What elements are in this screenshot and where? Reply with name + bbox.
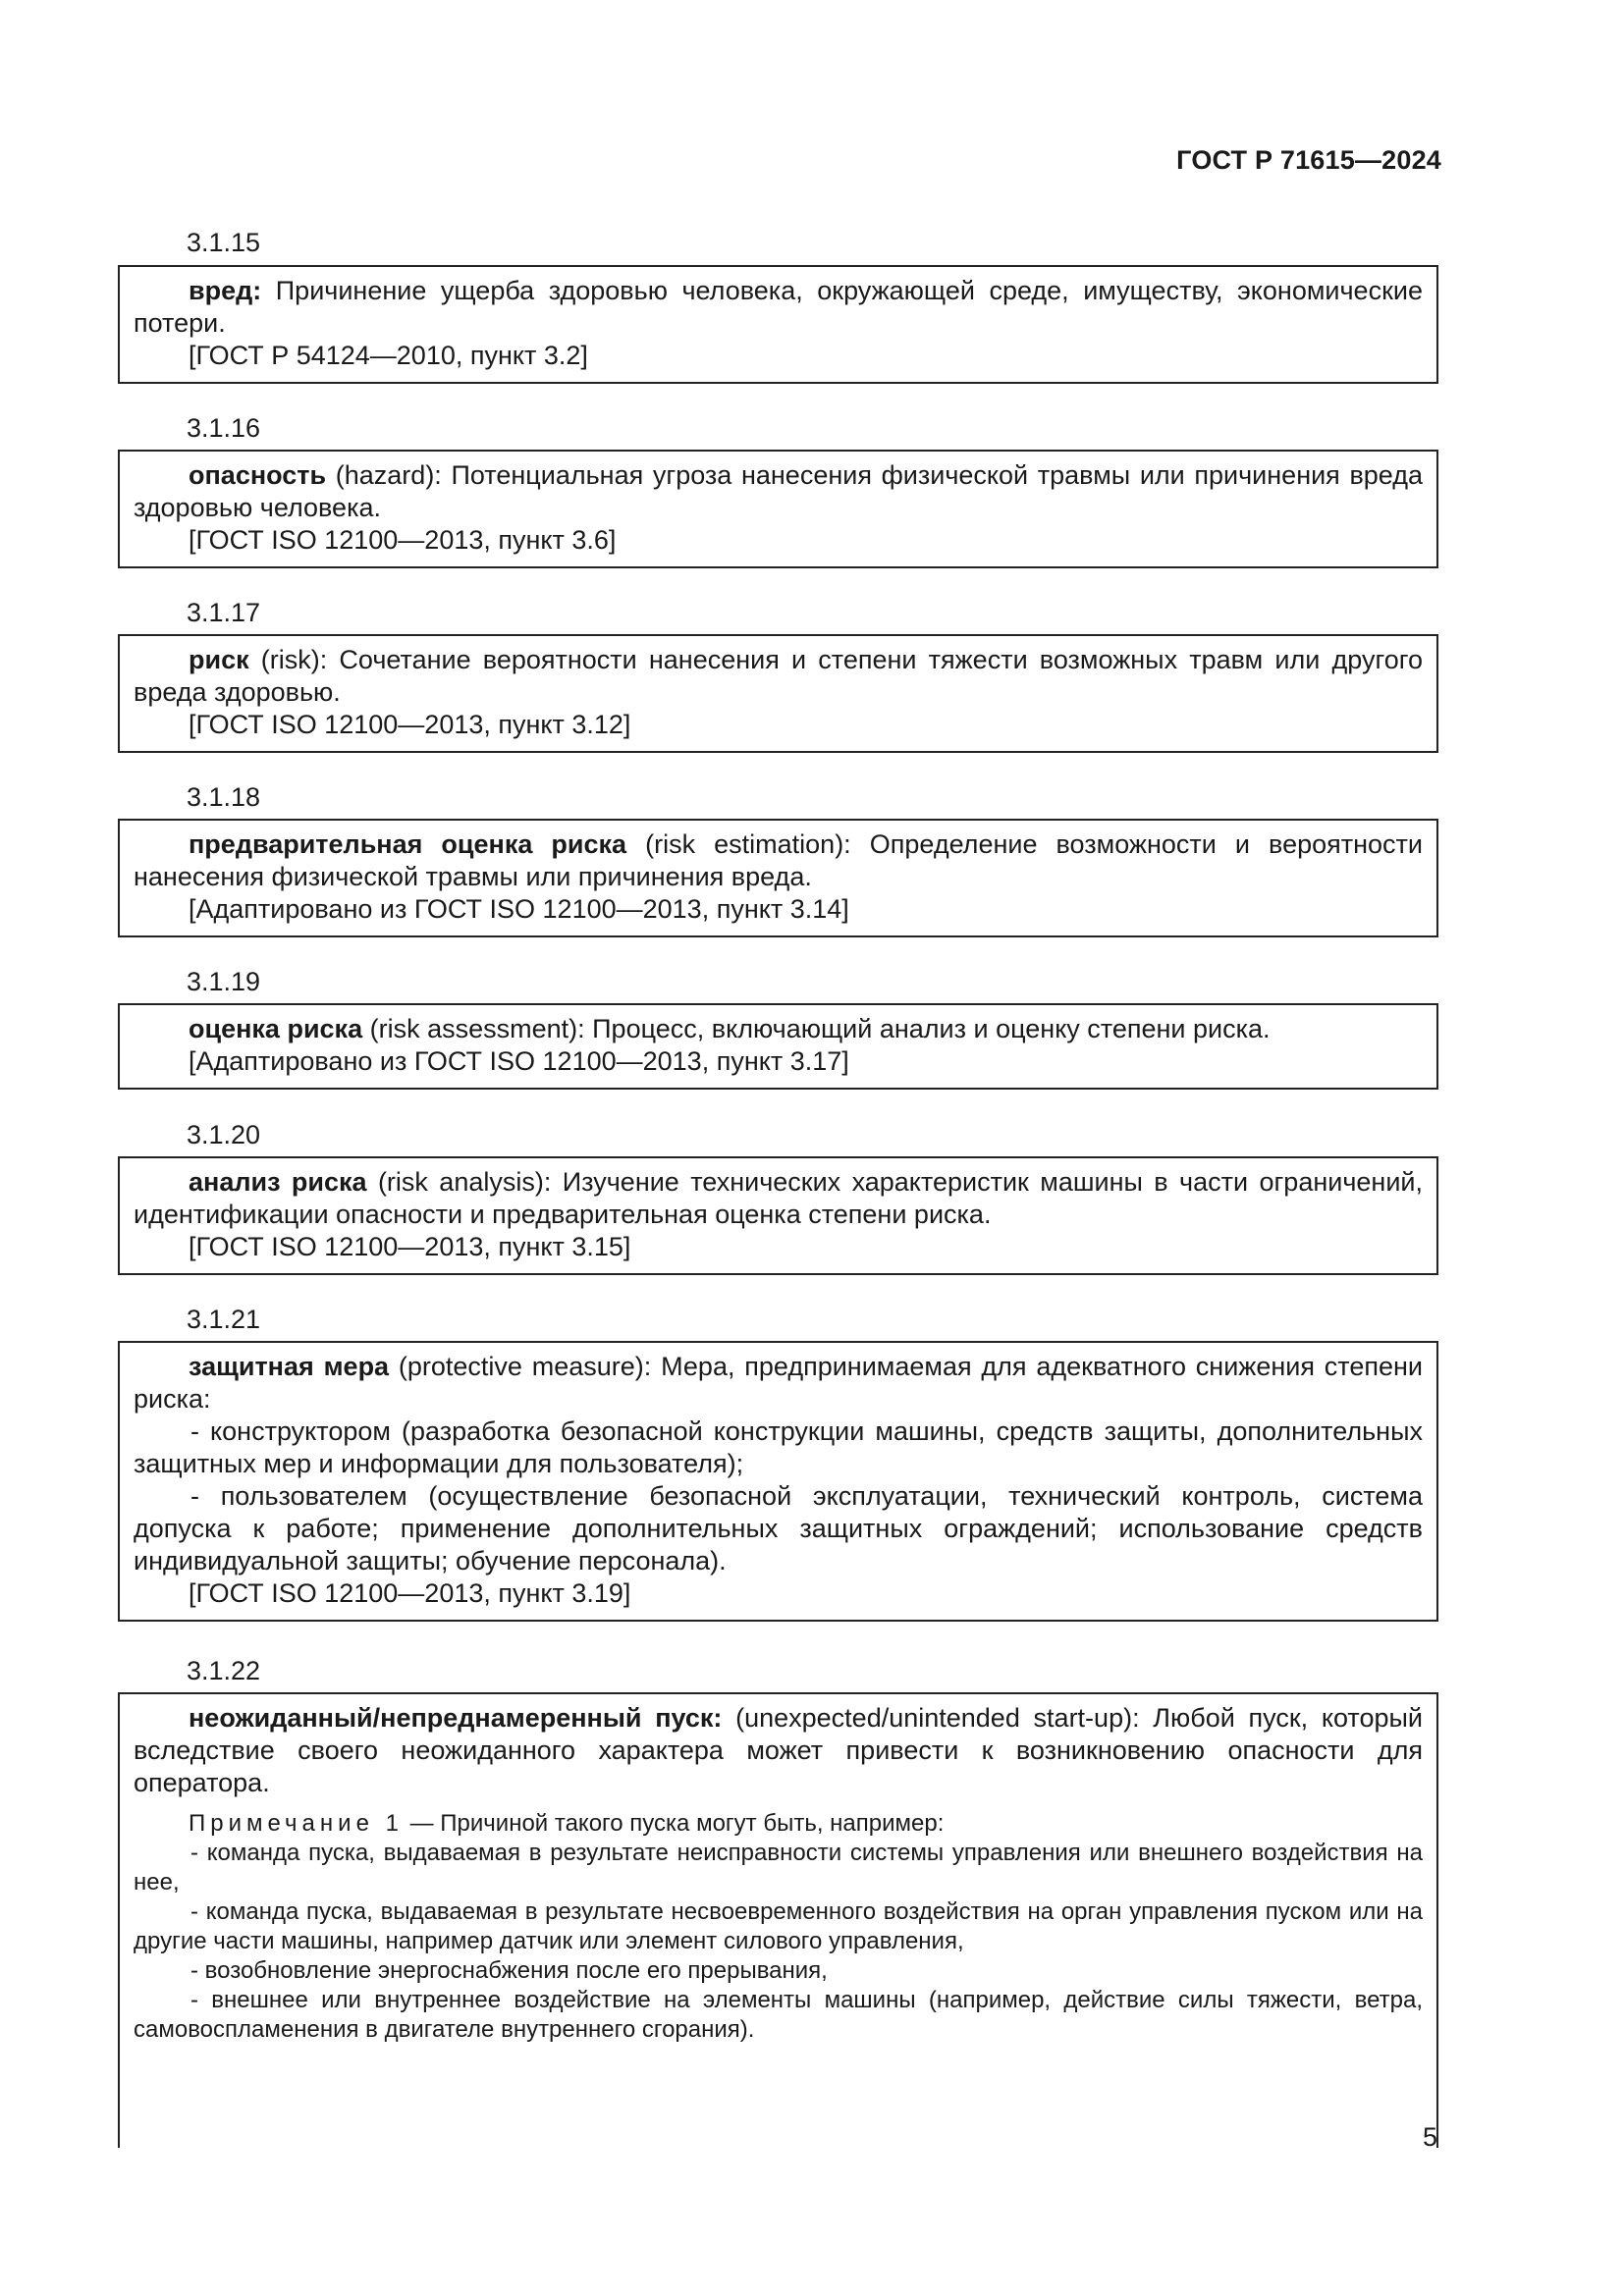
- source-reference: [ГОСТ ISO 12100—2013, пункт 3.12]: [189, 710, 631, 739]
- definition: Мера, предпринимаемая для адекватного снижения степени риска:: [134, 1352, 1423, 1414]
- term: защитная мера: [189, 1352, 390, 1381]
- note-text: — Причиной такого пуска могут быть, например:: [403, 1810, 945, 1837]
- term-en: (risk analysis):: [366, 1167, 552, 1197]
- clause-number: 3.1.15: [187, 228, 261, 257]
- source-reference: [Адаптировано из ГОСТ ISO 12100—2013, пункт 3.14]: [189, 894, 849, 924]
- source-reference: [ГОСТ Р 54124—2010, пункт 3.2]: [189, 341, 588, 370]
- definition: Процесс, включающий анализ и оценку степени риска.: [584, 1014, 1271, 1043]
- term: риск: [189, 645, 249, 674]
- term-box: [118, 265, 1438, 384]
- term-definition: [134, 275, 1423, 340]
- term-definition: [134, 1702, 1423, 1799]
- term-box: [118, 1341, 1438, 1622]
- term-en: (risk):: [248, 645, 328, 674]
- clause-number: 3.1.18: [187, 782, 261, 812]
- source-reference: [Адаптировано из ГОСТ ISO 12100—2013, пункт 3.17]: [189, 1046, 849, 1076]
- list-item: - пользователем (осуществление безопасной эксплуатации, технический контроль, система допуска к работе; применение дополнительных защитных ограждений; использование средств индивидуальной защиты; обучение персонала).: [134, 1481, 1423, 1575]
- term-en: (hazard):: [326, 460, 442, 490]
- document-header: ГОСТ Р 71615—2024: [1176, 145, 1441, 175]
- term-definition: [134, 1166, 1423, 1231]
- term-definition: [134, 1013, 1423, 1045]
- term: предварительная оценка риска: [189, 829, 627, 859]
- term-box: [118, 1156, 1438, 1275]
- definition: Потенциальная угроза нанесения физической травмы или причинения вреда здоровью человека.: [134, 460, 1423, 522]
- term: неожиданный/непреднамеренный пуск:: [189, 1703, 723, 1733]
- term-en: (unexpected/unintended start-up):: [722, 1703, 1140, 1733]
- term-definition: [134, 828, 1423, 893]
- definition: Сочетание вероятности нанесения и степени тяжести возможных травм или другого вреда здоровью.: [134, 645, 1423, 707]
- clause-number: 3.1.20: [187, 1120, 261, 1149]
- term-en: (protective measure):: [389, 1352, 652, 1381]
- term-definition: [134, 459, 1423, 524]
- clause-number: 3.1.22: [187, 1656, 261, 1685]
- clause-number: 3.1.16: [187, 413, 261, 443]
- term: опасность: [189, 460, 327, 490]
- note: [134, 1809, 1423, 1839]
- definition: Определение возможности и вероятности нанесения физической травмы или причинения вреда.: [134, 829, 1423, 891]
- definition: Изучение технических характеристик машины в части ограничений, идентификации опасности и предварительная оценка степени риска.: [134, 1167, 1423, 1229]
- term-box: [118, 450, 1438, 568]
- note-label: Примечание 1: [189, 1810, 404, 1837]
- note-list-item: - внешнее или внутреннее воздействие на элементы машины (например, действие силы тяжести, ветра, самовоспламенения в двигателе внутреннего сгорания).: [134, 1987, 1423, 2043]
- term: вред:: [189, 276, 262, 305]
- clause-number: 3.1.17: [187, 598, 261, 627]
- term-definition: [134, 1351, 1423, 1415]
- page-number: 5: [1422, 2122, 1437, 2152]
- source-reference: [ГОСТ ISO 12100—2013, пункт 3.15]: [189, 1232, 631, 1261]
- term-box: [118, 1003, 1438, 1090]
- definition: Любой пуск, который вследствие своего неожиданного характера может привести к возникновению опасности для оператора.: [134, 1703, 1423, 1797]
- source-reference: [ГОСТ ISO 12100—2013, пункт 3.19]: [189, 1578, 631, 1608]
- term-en: (risk estimation):: [626, 829, 851, 859]
- clause-number: 3.1.21: [187, 1305, 261, 1334]
- term-en: (risk assessment):: [362, 1014, 585, 1043]
- term-box: [118, 634, 1438, 753]
- note-list-item: - команда пуска, выдаваемая в результате неисправности системы управления или внешнего воздействия на нее,: [134, 1840, 1423, 1896]
- term-definition: [134, 644, 1423, 709]
- term: анализ риска: [189, 1167, 367, 1197]
- definition: Причинение ущерба здоровью человека, окружающей среде, имуществу, экономические потери.: [134, 276, 1423, 338]
- note-list-item: - команда пуска, выдаваемая в результате несвоевременного воздействия на орган управления пуском или на другие части машины, например датчик или элемент силового управления,: [134, 1898, 1423, 1954]
- list-item: - конструктором (разработка безопасной конструкции машины, средств защиты, дополнительных защитных мер и информации для пользователя);: [134, 1416, 1423, 1478]
- term: оценка риска: [189, 1014, 363, 1043]
- note-list-item: - возобновление энергоснабжения после его прерывания,: [190, 1957, 828, 1984]
- source-reference: [ГОСТ ISO 12100—2013, пункт 3.6]: [189, 525, 617, 555]
- clause-number: 3.1.19: [187, 967, 261, 996]
- term-box: [118, 819, 1438, 937]
- term-box: [118, 1692, 1438, 2148]
